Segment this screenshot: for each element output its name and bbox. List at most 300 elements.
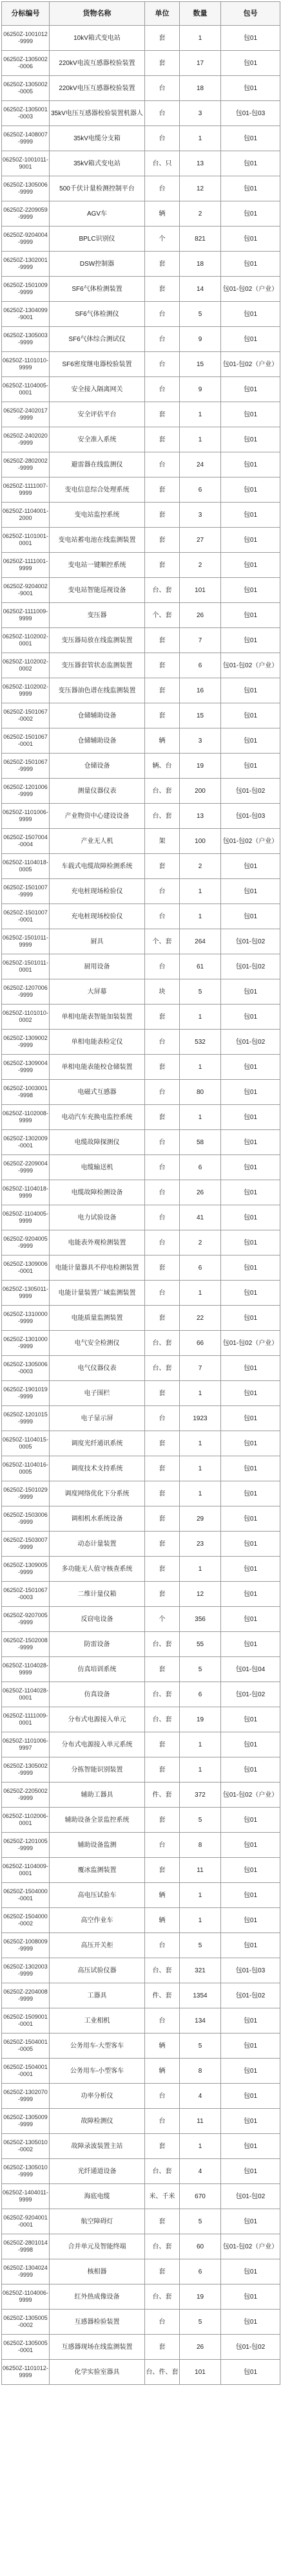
unit-cell: 台 bbox=[145, 377, 180, 402]
goods-name-cell: 电动汽车充换电监控系统 bbox=[50, 1105, 145, 1130]
header-quantity: 数量 bbox=[180, 2, 221, 26]
quantity-cell: 3 bbox=[180, 101, 221, 126]
unit-cell: 台 bbox=[145, 1155, 180, 1180]
lot-code-cell: 06250Z-1104005-0001 bbox=[2, 377, 50, 402]
table-row bbox=[2, 101, 280, 126]
table-row bbox=[2, 352, 280, 377]
quantity-cell: 6 bbox=[180, 1155, 221, 1180]
lot-code-cell: 06250Z-1111009-9999 bbox=[2, 603, 50, 628]
package-cell: 包01 bbox=[221, 1431, 280, 1456]
unit-cell: 套 bbox=[145, 703, 180, 728]
table-row bbox=[2, 929, 280, 954]
package-cell: 包01-包03 bbox=[221, 1958, 280, 1983]
table-row bbox=[2, 2284, 280, 2310]
package-cell: 包01 bbox=[221, 1205, 280, 1230]
lot-code-cell: 06250Z-1003001-9998 bbox=[2, 1080, 50, 1105]
quantity-cell: 13 bbox=[180, 151, 221, 176]
goods-name-cell: 电能表外观检测装置 bbox=[50, 1230, 145, 1256]
lot-code-cell: 06250Z-1104006-9999 bbox=[2, 2284, 50, 2310]
lot-code-cell: 06250Z-1305002-0005 bbox=[2, 76, 50, 101]
lot-code-cell: 06250Z-1304024-9999 bbox=[2, 2259, 50, 2284]
quantity-cell: 7 bbox=[180, 628, 221, 653]
package-cell: 包01 bbox=[221, 1055, 280, 1080]
lot-code-cell: 06250Z-1503007-9999 bbox=[2, 1532, 50, 1557]
goods-name-cell: 220kV电压互感器校验装置 bbox=[50, 76, 145, 101]
table-row bbox=[2, 477, 280, 503]
quantity-cell: 372 bbox=[180, 1783, 221, 1808]
unit-cell: 台、套 bbox=[145, 1682, 180, 1707]
quantity-cell: 1 bbox=[180, 126, 221, 151]
lot-code-cell: 06250Z-1305002-0006 bbox=[2, 51, 50, 76]
table-row bbox=[2, 1833, 280, 1858]
lot-code-cell: 06250Z-1104018-0005 bbox=[2, 854, 50, 879]
unit-cell: 台 bbox=[145, 452, 180, 477]
unit-cell: 套 bbox=[145, 1506, 180, 1532]
table-row bbox=[2, 2335, 280, 2360]
unit-cell: 套 bbox=[145, 1858, 180, 1883]
unit-cell: 台 bbox=[145, 1833, 180, 1858]
table-row bbox=[2, 1481, 280, 1506]
quantity-cell: 19 bbox=[180, 2284, 221, 2310]
package-cell: 包01 bbox=[221, 2084, 280, 2109]
package-cell: 包01 bbox=[221, 603, 280, 628]
table-row bbox=[2, 2234, 280, 2259]
package-cell: 包01 bbox=[221, 1356, 280, 1381]
unit-cell: 台 bbox=[145, 176, 180, 201]
table-row bbox=[2, 1381, 280, 1406]
package-cell: 包01-包02 bbox=[221, 1983, 280, 2008]
table-row bbox=[2, 1732, 280, 1757]
table-row bbox=[2, 678, 280, 703]
package-cell: 包01-包02 bbox=[221, 929, 280, 954]
goods-name-cell: 仓储辅助设备 bbox=[50, 728, 145, 754]
goods-name-cell: 公务用车-大型客车 bbox=[50, 2034, 145, 2059]
quantity-cell: 19 bbox=[180, 754, 221, 779]
package-cell: 包01 bbox=[221, 904, 280, 929]
lot-code-cell: 06250Z-1104028-0001 bbox=[2, 1682, 50, 1707]
table-row bbox=[2, 1983, 280, 2008]
table-row bbox=[2, 1632, 280, 1657]
package-cell: 包01 bbox=[221, 1908, 280, 1933]
table-row bbox=[2, 2209, 280, 2234]
quantity-cell: 821 bbox=[180, 227, 221, 252]
quantity-cell: 1 bbox=[180, 1732, 221, 1757]
goods-name-cell: 动态计量装置 bbox=[50, 1532, 145, 1557]
goods-name-cell: 工业相机 bbox=[50, 2008, 145, 2034]
lot-code-cell: 06250Z-2205002-9999 bbox=[2, 1783, 50, 1808]
goods-name-cell: 多功能无人值守核查系统 bbox=[50, 1557, 145, 1582]
unit-cell: 台、套 bbox=[145, 779, 180, 804]
quantity-cell: 26 bbox=[180, 1180, 221, 1205]
quantity-cell: 356 bbox=[180, 1607, 221, 1632]
lot-code-cell: 06250Z-1502008-9999 bbox=[2, 1632, 50, 1657]
lot-code-cell: 06250Z-1102002-9999 bbox=[2, 678, 50, 703]
unit-cell: 套 bbox=[145, 427, 180, 452]
unit-cell: 个 bbox=[145, 1607, 180, 1632]
package-cell: 包01 bbox=[221, 1130, 280, 1155]
lot-code-cell: 06250Z-1104015-0005 bbox=[2, 1431, 50, 1456]
table-row bbox=[2, 1657, 280, 1682]
goods-name-cell: 变压器油色谱在线监测装置 bbox=[50, 678, 145, 703]
unit-cell: 台、套 bbox=[145, 1632, 180, 1657]
table-row bbox=[2, 2059, 280, 2084]
lot-code-cell: 06250Z-1305011-9999 bbox=[2, 1281, 50, 1306]
lot-code-cell: 06250Z-1504000-0002 bbox=[2, 1908, 50, 1933]
quantity-cell: 101 bbox=[180, 2360, 221, 2385]
unit-cell: 台、套 bbox=[145, 1707, 180, 1732]
unit-cell: 套 bbox=[145, 1582, 180, 1607]
package-cell: 包01 bbox=[221, 477, 280, 503]
unit-cell: 台 bbox=[145, 1281, 180, 1306]
table-row bbox=[2, 1155, 280, 1180]
quantity-cell: 1 bbox=[180, 1757, 221, 1783]
lot-code-cell: 06250Z-2209004-9999 bbox=[2, 1155, 50, 1180]
lot-code-cell: 06250Z-1501009-9999 bbox=[2, 277, 50, 302]
unit-cell: 台 bbox=[145, 2008, 180, 2034]
unit-cell: 台 bbox=[145, 2310, 180, 2335]
quantity-cell: 1923 bbox=[180, 1406, 221, 1431]
lot-code-cell: 06250Z-1501007-9999 bbox=[2, 879, 50, 904]
unit-cell: 米、千米 bbox=[145, 2184, 180, 2209]
quantity-cell: 2 bbox=[180, 553, 221, 578]
package-cell: 包01-包02 bbox=[221, 1682, 280, 1707]
package-cell: 包01 bbox=[221, 2059, 280, 2084]
quantity-cell: 6 bbox=[180, 2259, 221, 2284]
package-cell: 包01 bbox=[221, 879, 280, 904]
package-cell: 包01 bbox=[221, 2008, 280, 2034]
table-row bbox=[2, 2259, 280, 2284]
unit-cell: 套 bbox=[145, 678, 180, 703]
goods-name-cell: 分布式电源接入单元 bbox=[50, 1707, 145, 1732]
quantity-cell: 5 bbox=[180, 979, 221, 1005]
unit-cell: 套 bbox=[145, 1481, 180, 1506]
header-unit: 单位 bbox=[145, 2, 180, 26]
unit-cell: 台 bbox=[145, 327, 180, 352]
table-row bbox=[2, 2084, 280, 2109]
lot-code-cell: 06250Z-1404011-9999 bbox=[2, 2184, 50, 2209]
table-row bbox=[2, 954, 280, 979]
lot-code-cell: 06250Z-1102002-0002 bbox=[2, 653, 50, 678]
unit-cell: 套 bbox=[145, 1256, 180, 1281]
table-row bbox=[2, 1607, 280, 1632]
table-row bbox=[2, 2034, 280, 2059]
goods-name-cell: 工器具 bbox=[50, 1983, 145, 2008]
goods-name-cell: SF6密度继电器校验装置 bbox=[50, 352, 145, 377]
table-row bbox=[2, 1682, 280, 1707]
quantity-cell: 5 bbox=[180, 1808, 221, 1833]
goods-name-cell: 35kV箱式变电站 bbox=[50, 151, 145, 176]
unit-cell: 辆、台 bbox=[145, 754, 180, 779]
goods-name-cell: 电力试验设备 bbox=[50, 1205, 145, 1230]
unit-cell: 套 bbox=[145, 26, 180, 51]
goods-name-cell: 互感器现场在线监测装置 bbox=[50, 2335, 145, 2360]
unit-cell: 个 bbox=[145, 227, 180, 252]
lot-code-cell: 06250Z-1111007-9999 bbox=[2, 477, 50, 503]
unit-cell: 件、套 bbox=[145, 1783, 180, 1808]
lot-code-cell: 06250Z-1507004-0004 bbox=[2, 829, 50, 854]
package-cell: 包01-包02（户业） bbox=[221, 2234, 280, 2259]
unit-cell: 套 bbox=[145, 1431, 180, 1456]
package-cell: 包01 bbox=[221, 126, 280, 151]
quantity-cell: 13 bbox=[180, 804, 221, 829]
goods-name-cell: 电缆故障探测仪 bbox=[50, 1130, 145, 1155]
table-row bbox=[2, 327, 280, 352]
lot-code-cell: 06250Z-9204001-0001 bbox=[2, 2209, 50, 2234]
unit-cell: 台 bbox=[145, 126, 180, 151]
quantity-cell: 1 bbox=[180, 1883, 221, 1908]
table-body bbox=[2, 26, 280, 2385]
unit-cell: 台、套 bbox=[145, 2234, 180, 2259]
quantity-cell: 1 bbox=[180, 26, 221, 51]
package-cell: 包01 bbox=[221, 2360, 280, 2385]
goods-name-cell: 避雷器在线监测仪 bbox=[50, 452, 145, 477]
unit-cell: 个、套 bbox=[145, 603, 180, 628]
goods-name-cell: 变压器 bbox=[50, 603, 145, 628]
unit-cell: 台 bbox=[145, 1030, 180, 1055]
goods-name-cell: 车载式电缆故障检测系统 bbox=[50, 854, 145, 879]
quantity-cell: 29 bbox=[180, 1506, 221, 1532]
table-row bbox=[2, 1331, 280, 1356]
lot-code-cell: 06250Z-1302001-9999 bbox=[2, 252, 50, 277]
table-row bbox=[2, 126, 280, 151]
unit-cell: 套 bbox=[145, 1732, 180, 1757]
table-row bbox=[2, 979, 280, 1005]
quantity-cell: 4 bbox=[180, 2159, 221, 2184]
table-row bbox=[2, 377, 280, 402]
lot-code-cell: 06250Z-1101010-9999 bbox=[2, 352, 50, 377]
goods-name-cell: BPLC识别仪 bbox=[50, 227, 145, 252]
goods-name-cell: 高空作业车 bbox=[50, 1908, 145, 1933]
quantity-cell: 2 bbox=[180, 201, 221, 227]
package-cell: 包01 bbox=[221, 427, 280, 452]
table-row bbox=[2, 1456, 280, 1481]
quantity-cell: 200 bbox=[180, 779, 221, 804]
goods-name-cell: 调相机水系统设备 bbox=[50, 1506, 145, 1532]
table-row bbox=[2, 427, 280, 452]
quantity-cell: 1 bbox=[180, 1908, 221, 1933]
quantity-cell: 1 bbox=[180, 427, 221, 452]
quantity-cell: 12 bbox=[180, 1582, 221, 1607]
quantity-cell: 1 bbox=[180, 1005, 221, 1030]
quantity-cell: 11 bbox=[180, 2109, 221, 2134]
package-cell: 包01-包03 bbox=[221, 101, 280, 126]
package-cell: 包01 bbox=[221, 1256, 280, 1281]
lot-code-cell: 06250Z-1501007-0001 bbox=[2, 904, 50, 929]
lot-code-cell: 06250Z-9204002-9001 bbox=[2, 578, 50, 603]
quantity-cell: 7 bbox=[180, 1356, 221, 1381]
unit-cell: 套 bbox=[145, 528, 180, 553]
header-package: 包号 bbox=[221, 2, 280, 26]
goods-name-cell: 电气安全检测仪 bbox=[50, 1331, 145, 1356]
package-cell: 包01 bbox=[221, 754, 280, 779]
table-row bbox=[2, 1306, 280, 1331]
lot-code-cell: 06250Z-1101006-9997 bbox=[2, 1732, 50, 1757]
unit-cell: 台 bbox=[145, 2084, 180, 2109]
package-cell: 包01 bbox=[221, 553, 280, 578]
goods-name-cell: 反窃电设备 bbox=[50, 1607, 145, 1632]
package-cell: 包01-包02 bbox=[221, 2184, 280, 2209]
table-row bbox=[2, 201, 280, 227]
table-row bbox=[2, 728, 280, 754]
lot-code-cell: 06250Z-1309006-0001 bbox=[2, 1256, 50, 1281]
goods-name-cell: 电磁式互感器 bbox=[50, 1080, 145, 1105]
package-cell: 包01 bbox=[221, 2109, 280, 2134]
table-header-row bbox=[2, 2, 280, 26]
goods-name-cell: SF6气体综合测试仪 bbox=[50, 327, 145, 352]
quantity-cell: 6 bbox=[180, 477, 221, 503]
unit-cell: 件、套 bbox=[145, 1983, 180, 2008]
package-cell: 包01 bbox=[221, 151, 280, 176]
lot-code-cell: 06250Z-1302009-0001 bbox=[2, 1130, 50, 1155]
lot-code-cell: 06250Z-1207006-9999 bbox=[2, 979, 50, 1005]
unit-cell: 辆 bbox=[145, 2059, 180, 2084]
lot-code-cell: 06250Z-1305006-0003 bbox=[2, 1356, 50, 1381]
lot-code-cell: 06250Z-1501011-9999 bbox=[2, 929, 50, 954]
table-row bbox=[2, 804, 280, 829]
header-goods-name: 货物名称 bbox=[50, 2, 145, 26]
lot-code-cell: 06250Z-1302070-9999 bbox=[2, 2084, 50, 2109]
unit-cell: 架 bbox=[145, 829, 180, 854]
package-cell: 包01-包02（户业） bbox=[221, 1331, 280, 1356]
unit-cell: 套 bbox=[145, 2134, 180, 2159]
goods-name-cell: 产业物资中心建设设备 bbox=[50, 804, 145, 829]
lot-code-cell: 06250Z-1104028-9999 bbox=[2, 1657, 50, 1682]
quantity-cell: 1 bbox=[180, 1431, 221, 1456]
unit-cell: 台 bbox=[145, 1406, 180, 1431]
goods-name-cell: 大屏幕 bbox=[50, 979, 145, 1005]
table-row bbox=[2, 1130, 280, 1155]
table-row bbox=[2, 1205, 280, 1230]
package-cell: 包01 bbox=[221, 1532, 280, 1557]
lot-code-cell: 06250Z-1305001-0003 bbox=[2, 101, 50, 126]
lot-code-cell: 06250Z-2802002-9999 bbox=[2, 452, 50, 477]
unit-cell: 套 bbox=[145, 653, 180, 678]
quantity-cell: 1 bbox=[180, 1557, 221, 1582]
package-cell: 包01 bbox=[221, 1582, 280, 1607]
unit-cell: 台、套 bbox=[145, 578, 180, 603]
goods-name-cell: 厨具 bbox=[50, 929, 145, 954]
unit-cell: 套 bbox=[145, 402, 180, 427]
package-cell: 包01 bbox=[221, 2310, 280, 2335]
goods-name-cell: 仓储辅助设备 bbox=[50, 703, 145, 728]
table-row bbox=[2, 503, 280, 528]
table-row bbox=[2, 402, 280, 427]
lot-code-cell: 06250Z-1309005-9999 bbox=[2, 1557, 50, 1582]
goods-name-cell: 变电站监控系统 bbox=[50, 503, 145, 528]
package-cell: 包01 bbox=[221, 1230, 280, 1256]
lot-code-cell: 06250Z-1201015-9999 bbox=[2, 1406, 50, 1431]
lot-code-cell: 06250Z-1302003-9999 bbox=[2, 1958, 50, 1983]
unit-cell: 台 bbox=[145, 1180, 180, 1205]
quantity-cell: 18 bbox=[180, 252, 221, 277]
unit-cell: 台 bbox=[145, 1230, 180, 1256]
unit-cell: 套 bbox=[145, 1557, 180, 1582]
unit-cell: 台 bbox=[145, 352, 180, 377]
table-row bbox=[2, 227, 280, 252]
lot-code-cell: 06250Z-1501067-9999 bbox=[2, 754, 50, 779]
table-row bbox=[2, 1707, 280, 1732]
goods-name-cell: 35kV电缆分支箱 bbox=[50, 126, 145, 151]
goods-name-cell: 功率分析仪 bbox=[50, 2084, 145, 2109]
quantity-cell: 1 bbox=[180, 879, 221, 904]
quantity-cell: 1 bbox=[180, 1055, 221, 1080]
goods-name-cell: SF6气体检测装置 bbox=[50, 277, 145, 302]
table-row bbox=[2, 779, 280, 804]
goods-name-cell: 核相器 bbox=[50, 2259, 145, 2284]
lot-code-cell: 06250Z-1101001-0001 bbox=[2, 528, 50, 553]
package-cell: 包01 bbox=[221, 979, 280, 1005]
table-row bbox=[2, 1858, 280, 1883]
unit-cell: 套 bbox=[145, 1456, 180, 1481]
table-row bbox=[2, 1431, 280, 1456]
table-row bbox=[2, 879, 280, 904]
lot-code-cell: 06250Z-1001011-9001 bbox=[2, 151, 50, 176]
goods-name-cell: 调度网络优化下分系统 bbox=[50, 1481, 145, 1506]
quantity-cell: 2 bbox=[180, 854, 221, 879]
package-cell: 包01-包02（户业） bbox=[221, 653, 280, 678]
unit-cell: 台、套 bbox=[145, 1958, 180, 1983]
goods-name-cell: 变电信息综合处理系统 bbox=[50, 477, 145, 503]
table-row bbox=[2, 1883, 280, 1908]
package-cell: 包01 bbox=[221, 26, 280, 51]
lot-code-cell: 06250Z-1310000-9999 bbox=[2, 1306, 50, 1331]
unit-cell: 套 bbox=[145, 1657, 180, 1682]
lot-code-cell: 06250Z-1305009-9999 bbox=[2, 2109, 50, 2134]
unit-cell: 台 bbox=[145, 1933, 180, 1958]
table-row bbox=[2, 2310, 280, 2335]
unit-cell: 套 bbox=[145, 1381, 180, 1406]
quantity-cell: 26 bbox=[180, 2335, 221, 2360]
unit-cell: 辆 bbox=[145, 2034, 180, 2059]
lot-code-cell: 06250Z-1305005-0002 bbox=[2, 2310, 50, 2335]
goods-name-cell: 电缆故障检测设备 bbox=[50, 1180, 145, 1205]
quantity-cell: 1 bbox=[180, 1481, 221, 1506]
table-row bbox=[2, 1105, 280, 1130]
quantity-cell: 3 bbox=[180, 728, 221, 754]
package-cell: 包01 bbox=[221, 227, 280, 252]
goods-name-cell: 高电压试验车 bbox=[50, 1883, 145, 1908]
unit-cell: 套 bbox=[145, 1808, 180, 1833]
quantity-cell: 17 bbox=[180, 51, 221, 76]
goods-name-cell: 35kV电压互感器校验装置机器人 bbox=[50, 101, 145, 126]
package-cell: 包01 bbox=[221, 2159, 280, 2184]
quantity-cell: 12 bbox=[180, 176, 221, 201]
package-cell: 包01 bbox=[221, 1105, 280, 1130]
quantity-cell: 1 bbox=[180, 1456, 221, 1481]
package-cell: 包01 bbox=[221, 201, 280, 227]
lot-code-cell: 06250Z-1101012-9999 bbox=[2, 2360, 50, 2385]
goods-name-cell: 充电桩现场检验仪 bbox=[50, 879, 145, 904]
package-cell: 包01-包02（户业） bbox=[221, 352, 280, 377]
unit-cell: 套 bbox=[145, 277, 180, 302]
goods-name-cell: 安全评估平台 bbox=[50, 402, 145, 427]
goods-name-cell: 电气仪器仪表 bbox=[50, 1356, 145, 1381]
table-row bbox=[2, 1256, 280, 1281]
package-cell: 包01 bbox=[221, 2209, 280, 2234]
package-cell: 包01 bbox=[221, 452, 280, 477]
quantity-cell: 16 bbox=[180, 678, 221, 703]
quantity-cell: 66 bbox=[180, 1331, 221, 1356]
quantity-cell: 5 bbox=[180, 2310, 221, 2335]
unit-cell: 套 bbox=[145, 1055, 180, 1080]
table-row bbox=[2, 1030, 280, 1055]
unit-cell: 台 bbox=[145, 302, 180, 327]
goods-name-cell: 分拣智能识别装置 bbox=[50, 1757, 145, 1783]
goods-name-cell: 变压器局放在线监测装置 bbox=[50, 628, 145, 653]
quantity-cell: 532 bbox=[180, 1030, 221, 1055]
package-cell: 包01 bbox=[221, 1406, 280, 1431]
quantity-cell: 41 bbox=[180, 1205, 221, 1230]
